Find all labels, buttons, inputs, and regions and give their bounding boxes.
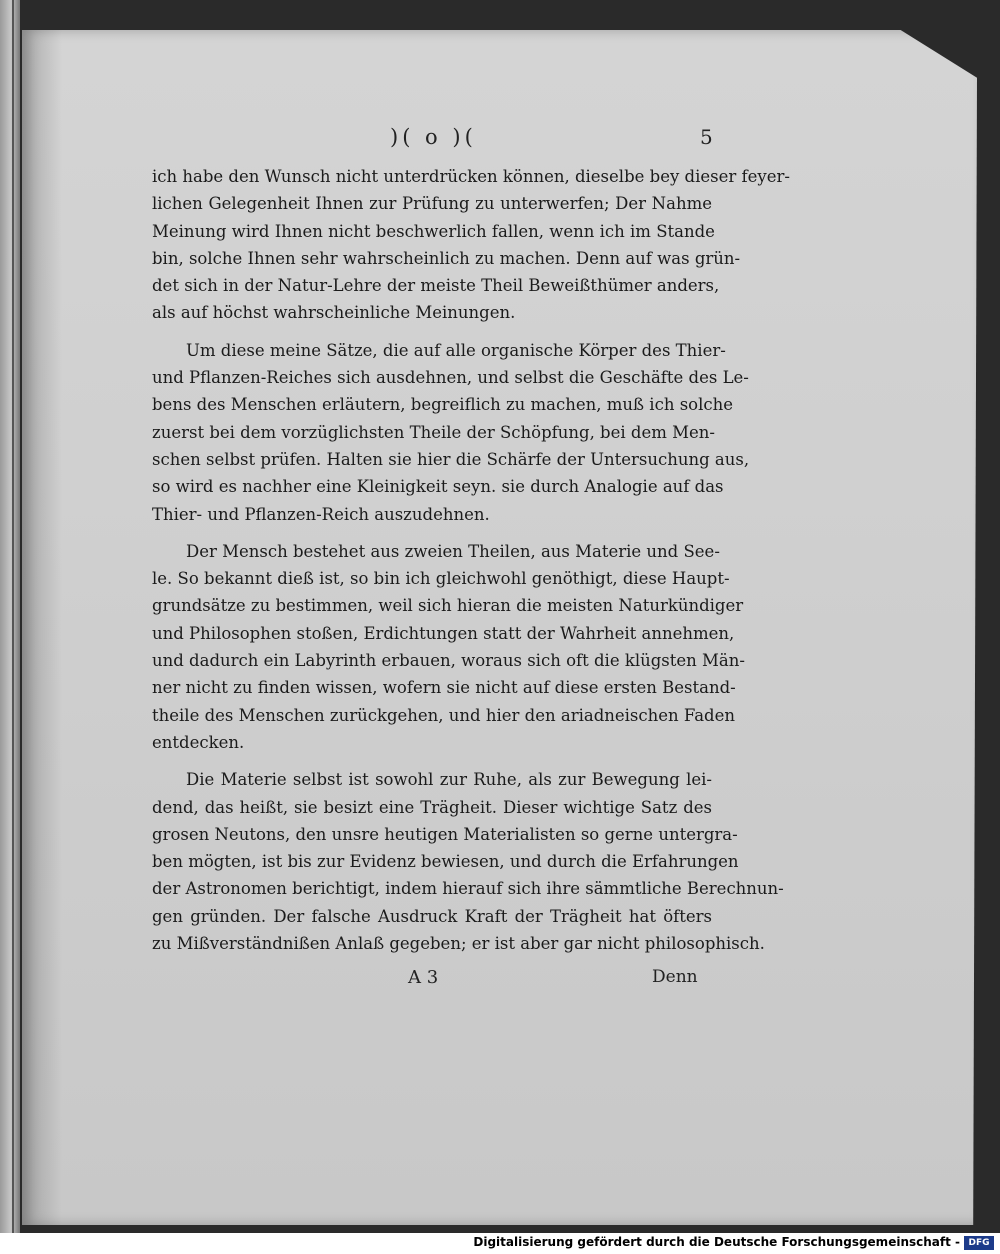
dfg-logo: DFG bbox=[964, 1236, 994, 1250]
page-footer bbox=[152, 967, 712, 997]
text-line: entdecken. bbox=[152, 732, 245, 752]
catchword: Denn bbox=[652, 967, 698, 988]
text-line: grundsätze zu bestimmen, weil sich hieran die meisten Naturkündiger bbox=[152, 596, 744, 616]
text-line: schen selbst prüfen. Halten sie hier die Schärfe der Untersuchung aus, bbox=[152, 449, 750, 469]
text-line: lichen Gelegenheit Ihnen zur Prüfung zu unterwerfen; Der Nahme bbox=[152, 194, 712, 214]
text-line: und dadurch ein Labyrinth erbauen, woraus sich oft die klügsten Män- bbox=[152, 651, 745, 671]
text-line: Die Materie selbst ist sowohl zur Ruhe, als zur Bewegung lei- bbox=[186, 770, 712, 790]
text-line: det sich in der Natur-Lehre der meiste Theil Beweißthümer anders, bbox=[152, 276, 720, 296]
paragraph-4 bbox=[152, 766, 784, 957]
text-line: grosen Neutons, den unsre heutigen Materialisten so gerne untergra- bbox=[152, 824, 738, 844]
text-line: ben mögten, ist bis zur Evidenz bewiesen, und durch die Erfahrungen bbox=[152, 852, 739, 872]
text-line: als auf höchst wahrscheinliche Meinungen. bbox=[152, 303, 516, 323]
paragraph-1 bbox=[152, 163, 790, 327]
left-page-edge bbox=[0, 0, 20, 1233]
text-line: zuerst bei dem vorzüglichsten Theile der Schöpfung, bei dem Men- bbox=[152, 422, 715, 442]
text-line: ich habe den Wunsch nicht unterdrücken können, dieselbe bey dieser feyer- bbox=[152, 167, 790, 186]
credit-bar bbox=[0, 1233, 1000, 1254]
text-line: ner nicht zu finden wissen, wofern sie nicht auf diese ersten Bestand- bbox=[152, 678, 736, 698]
paragraph-3 bbox=[152, 538, 745, 756]
text-line: der Astronomen berichtigt, indem hierauf sich ihre sämmtliche Berechnun- bbox=[152, 879, 784, 899]
text-line: Meinung wird Ihnen nicht beschwerlich fallen, wenn ich im Stande bbox=[152, 221, 715, 241]
gutter-line bbox=[12, 0, 14, 1233]
text-line: le. So bekannt dieß ist, so bin ich gleichwohl genöthigt, diese Haupt- bbox=[152, 569, 730, 589]
header-ornament: )( o )( bbox=[390, 125, 477, 149]
text-line: bin, solche Ihnen sehr wahrscheinlich zu machen. Denn auf was grün- bbox=[152, 248, 741, 268]
text-line: gen gründen. Der falsche Ausdruck Kraft der Trägheit hat öfters bbox=[152, 906, 712, 926]
text-line: theile des Menschen zurückgehen, und hier den ariadneischen Faden bbox=[152, 705, 736, 725]
text-line: bens des Menschen erläutern, begreiflich zu machen, muß ich solche bbox=[152, 395, 734, 415]
text-line: zu Mißverständnißen Anlaß gegeben; er ist aber gar nicht philosophisch. bbox=[152, 934, 765, 954]
text-line: und Philosophen stoßen, Erdichtungen statt der Wahrheit annehmen, bbox=[152, 623, 735, 643]
paragraph-2 bbox=[152, 337, 750, 528]
text-line: und Pflanzen-Reiches sich ausdehnen, und selbst die Geschäfte des Le- bbox=[152, 368, 749, 388]
text-line: so wird es nachher eine Kleinigkeit seyn. sie durch Analogie auf das bbox=[152, 477, 724, 497]
page-text bbox=[152, 125, 790, 997]
credit-text: Digitalisierung gefördert durch die Deutsche Forschungsgemeinschaft - bbox=[473, 1235, 960, 1249]
gutter-shadow bbox=[22, 30, 62, 1225]
running-head bbox=[152, 125, 712, 159]
page-number: 5 bbox=[700, 125, 713, 149]
text-line: Um diese meine Sätze, die auf alle organische Körper des Thier- bbox=[186, 340, 726, 360]
signature-mark: A 3 bbox=[408, 967, 439, 989]
text-line: Der Mensch bestehet aus zweien Theilen, aus Materie und See- bbox=[186, 541, 720, 561]
text-line: Thier- und Pflanzen-Reich auszudehnen. bbox=[152, 504, 490, 524]
text-line: dend, das heißt, sie besizt eine Trägheit. Dieser wichtige Satz des bbox=[152, 797, 712, 817]
